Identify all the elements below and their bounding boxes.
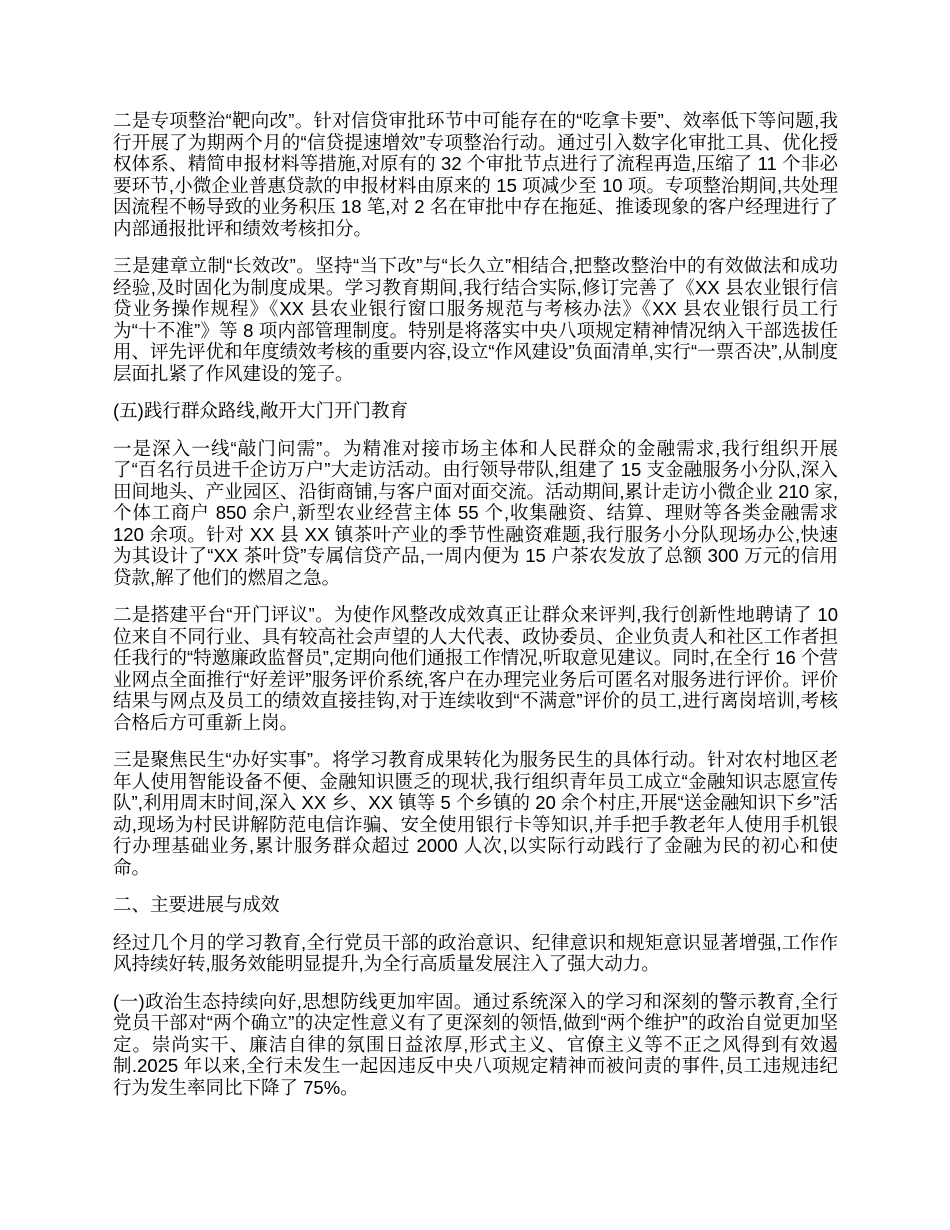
paragraph-institution-building: 三是建章立制“长效改”。坚持“当下改”与“长久立”相结合,把整改整治中的有效做法和成功经验,及时固化为制度成果。学习教育期间,我行结合实际,修订完善了《XX 县农业银行信贷业务操作规程》《XX 县农业银行窗口服务规范与考核办法》《XX 县农业银行员工行为“十不准”》等 8 项内部管理制度。特别是将落实中央八项规定精神情况纳入干部选拔任用、评先评优和年度绩效考核的重要内容,设立“作风建设”负面清单,实行“一票否决”,从制度层面扎紧了作风建设的笼子。 — [113, 255, 838, 384]
paragraph-special-rectification: 二是专项整治“靶向改”。针对信贷审批环节中可能存在的“吃拿卡要”、效率低下等问题,我行开展了为期两个月的“信贷提速增效”专项整治行动。通过引入数字化审批工具、优化授权体系、精简申报材料等措施,对原有的 32 个审批节点进行了流程再造,压缩了 11 个非必要环节,小微企业普惠贷款的申报材料由原来的 15 项减少至 10 项。专项整治期间,共处理因流程不畅导致的业务积压 18 笔,对 2 名在审批中存在拖延、推诿现象的客户经理进行了内部通报批评和绩效考核扣分。 — [113, 110, 838, 239]
sub-heading-mass-line: (五)践行群众路线,敞开大门开门教育 — [113, 400, 408, 421]
paragraph-overall-results: 经过几个月的学习教育,全行党员干部的政治意识、纪律意识和规矩意识显著增强,工作作风持续好转,服务效能明显提升,为全行高质量发展注入了强大动力。 — [113, 931, 838, 974]
paragraph-door-knocking-survey: 一是深入一线“敲门问需”。为精准对接市场主体和人民群众的金融需求,我行组织开展了“百名行员进千企访万户”大走访活动。由行领导带队,组建了 15 支金融服务小分队,深入田间地头、产业园区、沿街商铺,与客户面对面交流。活动期间,累计走访小微企业 210 家,个体工商户 850 余户,新型农业经营主体 55 个,收集融资、结算、理财等各类金融需求 120 余项。针对 XX 县 XX 镇茶叶产业的季节性融资难题,我行服务小分队现场办公,快速为其设计了“XX 茶叶贷”专属信贷产品,一周内便为 15 户茶农发放了总额 300 万元的信用贷款,解了他们的燃眉之急。 — [113, 437, 838, 588]
paragraph-open-door-review: 二是搭建平台“开门评议”。为使作风整改成效真正让群众来评判,我行创新性地聘请了 10 位来自不同行业、具有较高社会声望的人大代表、政协委员、企业负责人和社区工作者担任我行的“特邀廉政监督员”,定期向他们通报工作情况,听取意见建议。同时,在全行 16 个营业网点全面推行“好差评”服务评价系统,客户在办理完业务后可匿名对服务进行评价。评价结果与网点及员工的绩效直接挂钩,对于连续收到“不满意”评价的员工,进行离岗培训,考核合格后方可重新上岗。 — [113, 604, 838, 733]
document-text-area — [113, 110, 838, 1098]
paragraph-political-ecology: (一)政治生态持续向好,思想防线更加牢固。通过系统深入的学习和深刻的警示教育,全行党员干部对“两个确立”的决定性意义有了更深刻的领悟,做到“两个维护”的政治自觉更加坚定。崇尚实干、廉洁自律的氛围日益浓厚,形式主义、官僚主义等不正之风得到有效遏制.2025 年以来,全行未发生一起因违反中央八项规定精神而被问责的事件,员工违规违纪行为发生率同比下降了 75%。 — [113, 990, 838, 1098]
section-heading-progress-results: 二、主要进展与成效 — [113, 894, 280, 915]
paragraph-livelihood-service: 三是聚焦民生“办好实事”。将学习教育成果转化为服务民生的具体行动。针对农村地区老年人使用智能设备不便、金融知识匮乏的现状,我行组织青年员工成立“金融知识志愿宣传队”,利用周末时间,深入 XX 乡、XX 镇等 5 个乡镇的 20 余个村庄,开展“送金融知识下乡”活动,现场为村民讲解防范电信诈骗、安全使用银行卡等知识,并手把手教老年人使用手机银行办理基础业务,累计服务群众超过 2000 人次,以实际行动践行了金融为民的初心和使命。 — [113, 749, 838, 878]
